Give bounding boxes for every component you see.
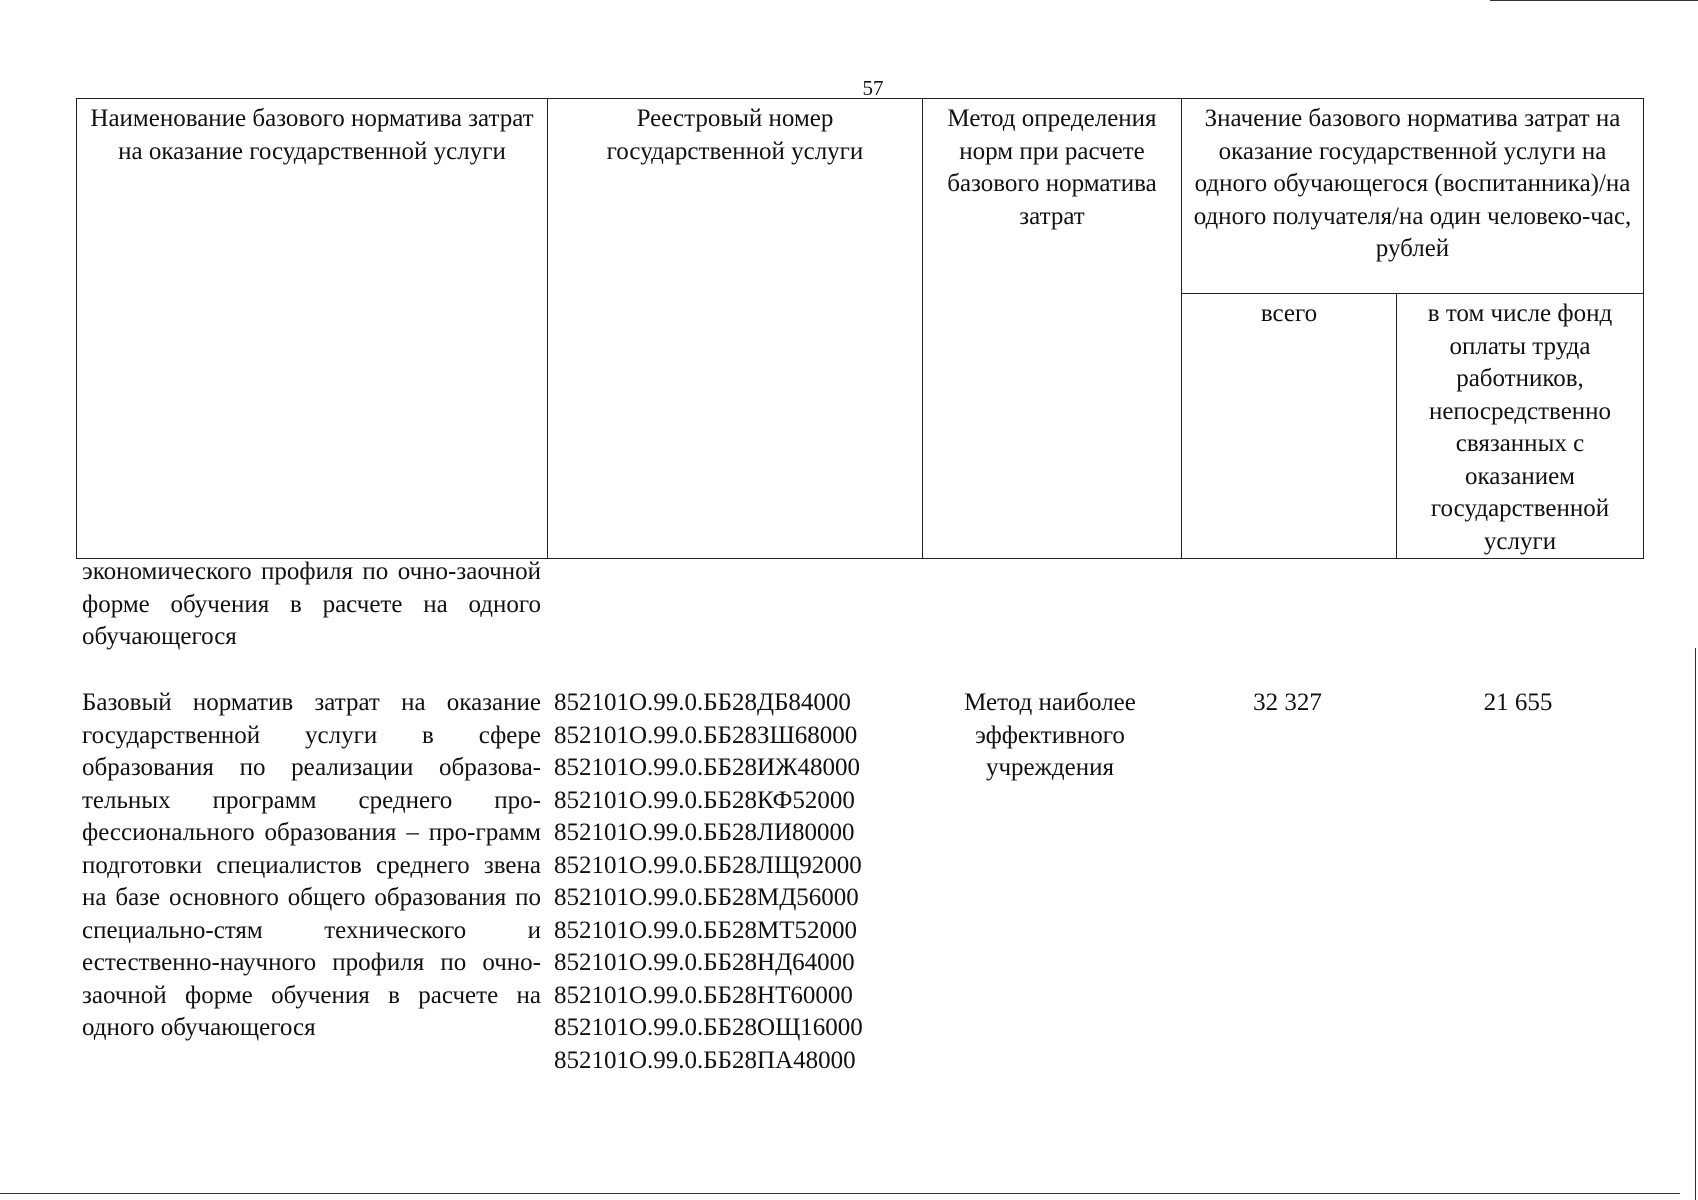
entry-total: 32 327 [1253, 689, 1322, 716]
top-edge-line [1490, 0, 1698, 1]
page-number: 57 [862, 76, 884, 100]
header-including-payroll: в том числе фонд оплаты труда работников, непосредственно связанных с оказанием государственной услуги [1397, 294, 1644, 559]
registry-number: 852101О.99.0.ББ28НД64000 [554, 949, 855, 976]
registry-number: 852101О.99.0.ББ28ЗШ68000 [554, 721, 858, 749]
registry-number: 852101О.99.0.ББ28ЛИ80000 [554, 819, 855, 846]
registry-number: 852101О.99.0.ББ28НТ60000 [554, 981, 853, 1009]
table-header [76, 98, 1644, 559]
registry-number: 852101О.99.0.ББ28ЛЩ92000 [554, 851, 862, 879]
registry-number: 852101О.99.0.ББ28ДБ84000 [554, 689, 851, 716]
continuation-text: экономического профиля по очно-заочной форме обучения в расчете на одного обучающегося [82, 558, 541, 650]
entry-method: Метод наиболее эффективного учреждения [964, 689, 1136, 781]
registry-number: 852101О.99.0.ББ28ПА48000 [554, 1046, 856, 1074]
header-total: всего [1182, 294, 1397, 559]
header-registry-number: Реестровый номер государственной услуги [548, 99, 923, 559]
header-name: Наименование базового норматива затрат на оказание государственной услуги [77, 99, 548, 559]
registry-number: 852101О.99.0.ББ28КФ52000 [554, 786, 855, 814]
header-method: Метод определения норм при расчете базового норматива затрат [923, 99, 1182, 559]
registry-number: 852101О.99.0.ББ28МД56000 [554, 884, 859, 911]
header-value: Значение базового норматива затрат на оказание государственной услуги на одного обучающегося (воспитанника)/на одного получателя/на один человеко-час, рублей [1182, 99, 1644, 294]
bottom-edge-line [0, 1193, 1680, 1194]
registry-number: 852101О.99.0.ББ28ОЩ16000 [554, 1014, 863, 1041]
entry-payroll: 21 655 [1483, 689, 1553, 716]
registry-number: 852101О.99.0.ББ28МТ52000 [554, 916, 858, 944]
right-edge-line [1695, 648, 1696, 1200]
registry-number: 852101О.99.0.ББ28ИЖ48000 [554, 754, 860, 781]
registry-number-list [554, 687, 924, 1077]
entry-name: Базовый норматив затрат на оказание государственной услуги в сфере образования по реализации образова-тельных программ среднего про-фессионального образования – про-грамм подготовки специалистов среднего звена на базе основного общего образования по специально-стям технического и естественно-научного профиля по очно-заочной форме обучения в расчете на одного обучающегося [82, 689, 541, 1041]
